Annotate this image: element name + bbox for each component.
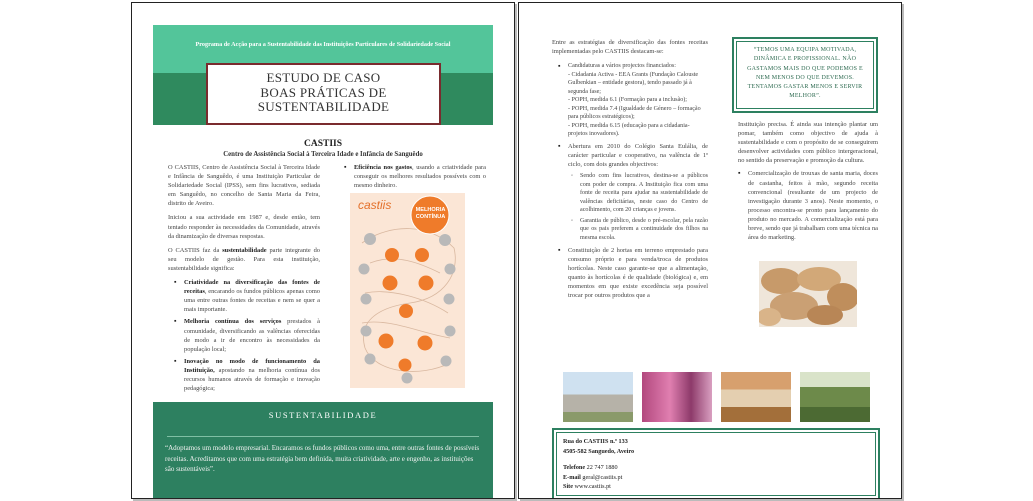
list-item: ◦ Garantia de público, desde o pré-escolar, pela razão que os pais preferem a continuidade dos filhos na mesma escola. [570, 217, 708, 243]
sustainability-box [153, 402, 493, 498]
list-item [344, 163, 486, 190]
funding-line: - POPH, medida 7.4 (Igualdade de Género – formação para públicos estratégicos); [568, 105, 701, 121]
left-page [131, 2, 515, 499]
org-full-name: Centro de Assistência Social à Terceira Idade e Infância de Sanguêdo [223, 151, 423, 158]
strategies-intro: Entre as estratégias de diversificação das fontes receitas implementadas pelo CASTIIS destacam-se: [552, 39, 708, 56]
right-page [518, 2, 902, 499]
principles-list [168, 278, 320, 393]
garden-photo [800, 372, 870, 422]
principle-head: Melhoria contínua dos serviços [184, 318, 282, 326]
email-line[interactable] [563, 473, 869, 483]
strategies-list [552, 62, 708, 300]
list-item [174, 317, 320, 353]
sustainability-heading: SUSTENTABILIDADE [268, 410, 378, 420]
pastry-photo [759, 261, 857, 327]
email-label: E-mail [563, 473, 581, 481]
funding-line: - POPH, medida 6.15 (educação para a cidadania- projetos inovadores). [568, 122, 690, 138]
address-line-2: 4505-582 Sanguedo, Aveiro [563, 447, 635, 455]
principle-head: Criatividade na diversificação das fontes de receitas [184, 279, 320, 296]
orchard-paragraph: Instituição precisa. É ainda sua intenção plantar um pomar, também como objectivo de ajuda à sustentabilidade e com o propósito de se conseguirem desenvolver actividades com público intergeracional, no sentido da preservação e promoção da cultura. [738, 121, 878, 165]
program-banner-text: Programa de Acção para a Sustentabilidade das Instituições Particulares de Solidariedade Social [195, 41, 451, 48]
contact-info [556, 432, 876, 496]
sust-text-c: parte integrante do seu modelo de gestão. Para esta instituição, sustentabilidade significa: [168, 246, 320, 272]
title-line-1: ESTUDO DE CASO [266, 70, 381, 85]
principle-head: Eficiência nos gastos [354, 164, 413, 171]
principle-body: , usando a criatividade para conseguir os melhores resultados possíveis com o mesmo dinheiro. [354, 164, 486, 190]
divider [167, 436, 479, 437]
right-column [738, 120, 878, 242]
funding-line: ▪ Candidaturas a vários projectos financiados: [568, 63, 676, 70]
history-paragraph: Iniciou a sua actividade em 1987 e, desde então, tem tentado responder às necessidades da Comunidade, através da dinamização de diversas respostas. [168, 214, 320, 240]
contact-box [552, 428, 880, 499]
principle-body: prestados à comunidade, diversificando as valências oferecidas de modo a ir de encontro às necessidades da população local; [184, 318, 320, 353]
objectives-sublist [558, 172, 708, 242]
list-item [174, 357, 320, 393]
list-item: ▪ Constituição de 2 hortas em terreno emprestado para consumo próprio e para venda/troca de produtos hortícolas. Neste caso garante-se que a alimentação, quanto às hortícolas é de qualidade (biológica) e, em momentos em que existe excedência seja possível trocar por outros produtos que a [558, 246, 708, 301]
list-item: ▪ Abertura em 2010 do Colégio Santa Eulália, de carácter particular e cooperativo, na valência de 1º ciclo, com dois grandes objectivos: [558, 142, 708, 169]
title-line-3: SUSTENTABILIDADE [257, 99, 390, 115]
intro-paragraph: O CASTIIS, Centro de Assistência Social à Terceira Idade e Infância de Sanguêdo, é uma Instituição Particular de Solidariedade Social (IPSS), sem fins lucrativos, sediada em Sanguêdo, no concelho de Santa Maria da Feira, distrito de Aveiro. [168, 164, 320, 208]
site-line[interactable] [563, 482, 869, 492]
sustainability-quote: “Adoptamos um modelo empresarial. Encaramos os fundos públicos como uma, entre outras fontes de possíveis receitas. Acreditamos que com uma estratégia bem definida, muita criatividade, arte e engenho, as instituições são sustentáveis”. [165, 444, 480, 473]
list-item: ▪ Comercialização de trouxas de santa maria, doces de castanha, feitos à mão, segundo receita convencional (resultante de um projecto de investigação durante 3 anos). Neste momento, o processo encontra-se pronto para lançamento do produto no mercado. A comercialização está para breve, sendo que já trabalham com uma técnica na área do marketing. [738, 169, 878, 242]
email-value[interactable]: geral@castiis.pt [580, 473, 623, 481]
principle-head: Inovação no modo de funcionamento da Instituição, [184, 357, 320, 374]
funding-line: - POPH, medida 6.1 (Formação para a inclusão); [568, 97, 687, 104]
room-photo [721, 372, 791, 422]
sust-text-a: O CASTIIS faz da [168, 246, 223, 254]
page-title [206, 63, 441, 125]
diagram-title-line-1: MELHORIA [415, 207, 446, 213]
efficiency-item [336, 163, 486, 190]
classroom-photo [642, 372, 712, 422]
strategies-column [552, 38, 708, 300]
diagram-graphic [350, 193, 465, 388]
list-item [558, 62, 708, 139]
building-photo [563, 372, 633, 422]
left-column [168, 163, 320, 393]
diagram-title-line-2: CONTÍNUA [415, 213, 446, 220]
site-label: Site [563, 483, 573, 491]
principle-body: apostando na melhoria contínua dos recursos humanos através de formação e inovação pedagógica; [184, 366, 320, 393]
sustainability-paragraph [168, 246, 320, 273]
diagram-title [412, 207, 449, 220]
quote-text: “TEMOS UMA EQUIPA MOTIVADA, DINÂMICA E PROFISSIONAL. NÃO GASTAMOS MAIS DO QUE PODEMOS E NEM MENOS DO QUE DEVEMOS. TENTAMOS GASTAR MENOS E SERVIR MELHOR”. [736, 41, 874, 109]
list-item: ◦ Sendo com fins lucrativos, destina-se a públicos com poder de compra. A Instituição fica com uma fonte de receita para ajudar na sustentabilidade de valências deficitárias, neste caso do Centro de acolhimento, com 20 crianças e jovens. [570, 172, 708, 215]
list-item [174, 278, 320, 314]
principle-body: , encarando os fundos públicos apenas como uma entre outras fontes de receitas e nem se quer a mais importante. [184, 288, 320, 314]
phone-value: 22 747 1880 [585, 464, 618, 472]
sust-text-bold: sustentabilidade [222, 246, 267, 254]
org-name: CASTIIS [303, 139, 343, 149]
castiis-logo: castiis [358, 198, 392, 212]
quote-box [732, 37, 878, 113]
address-line-1: Rua do CASTIIS n.º 133 [563, 438, 628, 445]
title-line-2: BOAS PRÁTICAS DE [260, 84, 387, 100]
phone-label: Telefone [563, 464, 586, 472]
site-value[interactable]: www.castiis.pt [572, 483, 611, 491]
phone-line [563, 463, 869, 473]
continuous-improvement-diagram [350, 193, 465, 388]
funding-line: - Cidadania Activa - EEA Grants (Fundação Calouste Gulbenkian – entidade gestora), tendo passado já à segunda fase; [568, 71, 699, 95]
pastry-image [759, 261, 857, 327]
